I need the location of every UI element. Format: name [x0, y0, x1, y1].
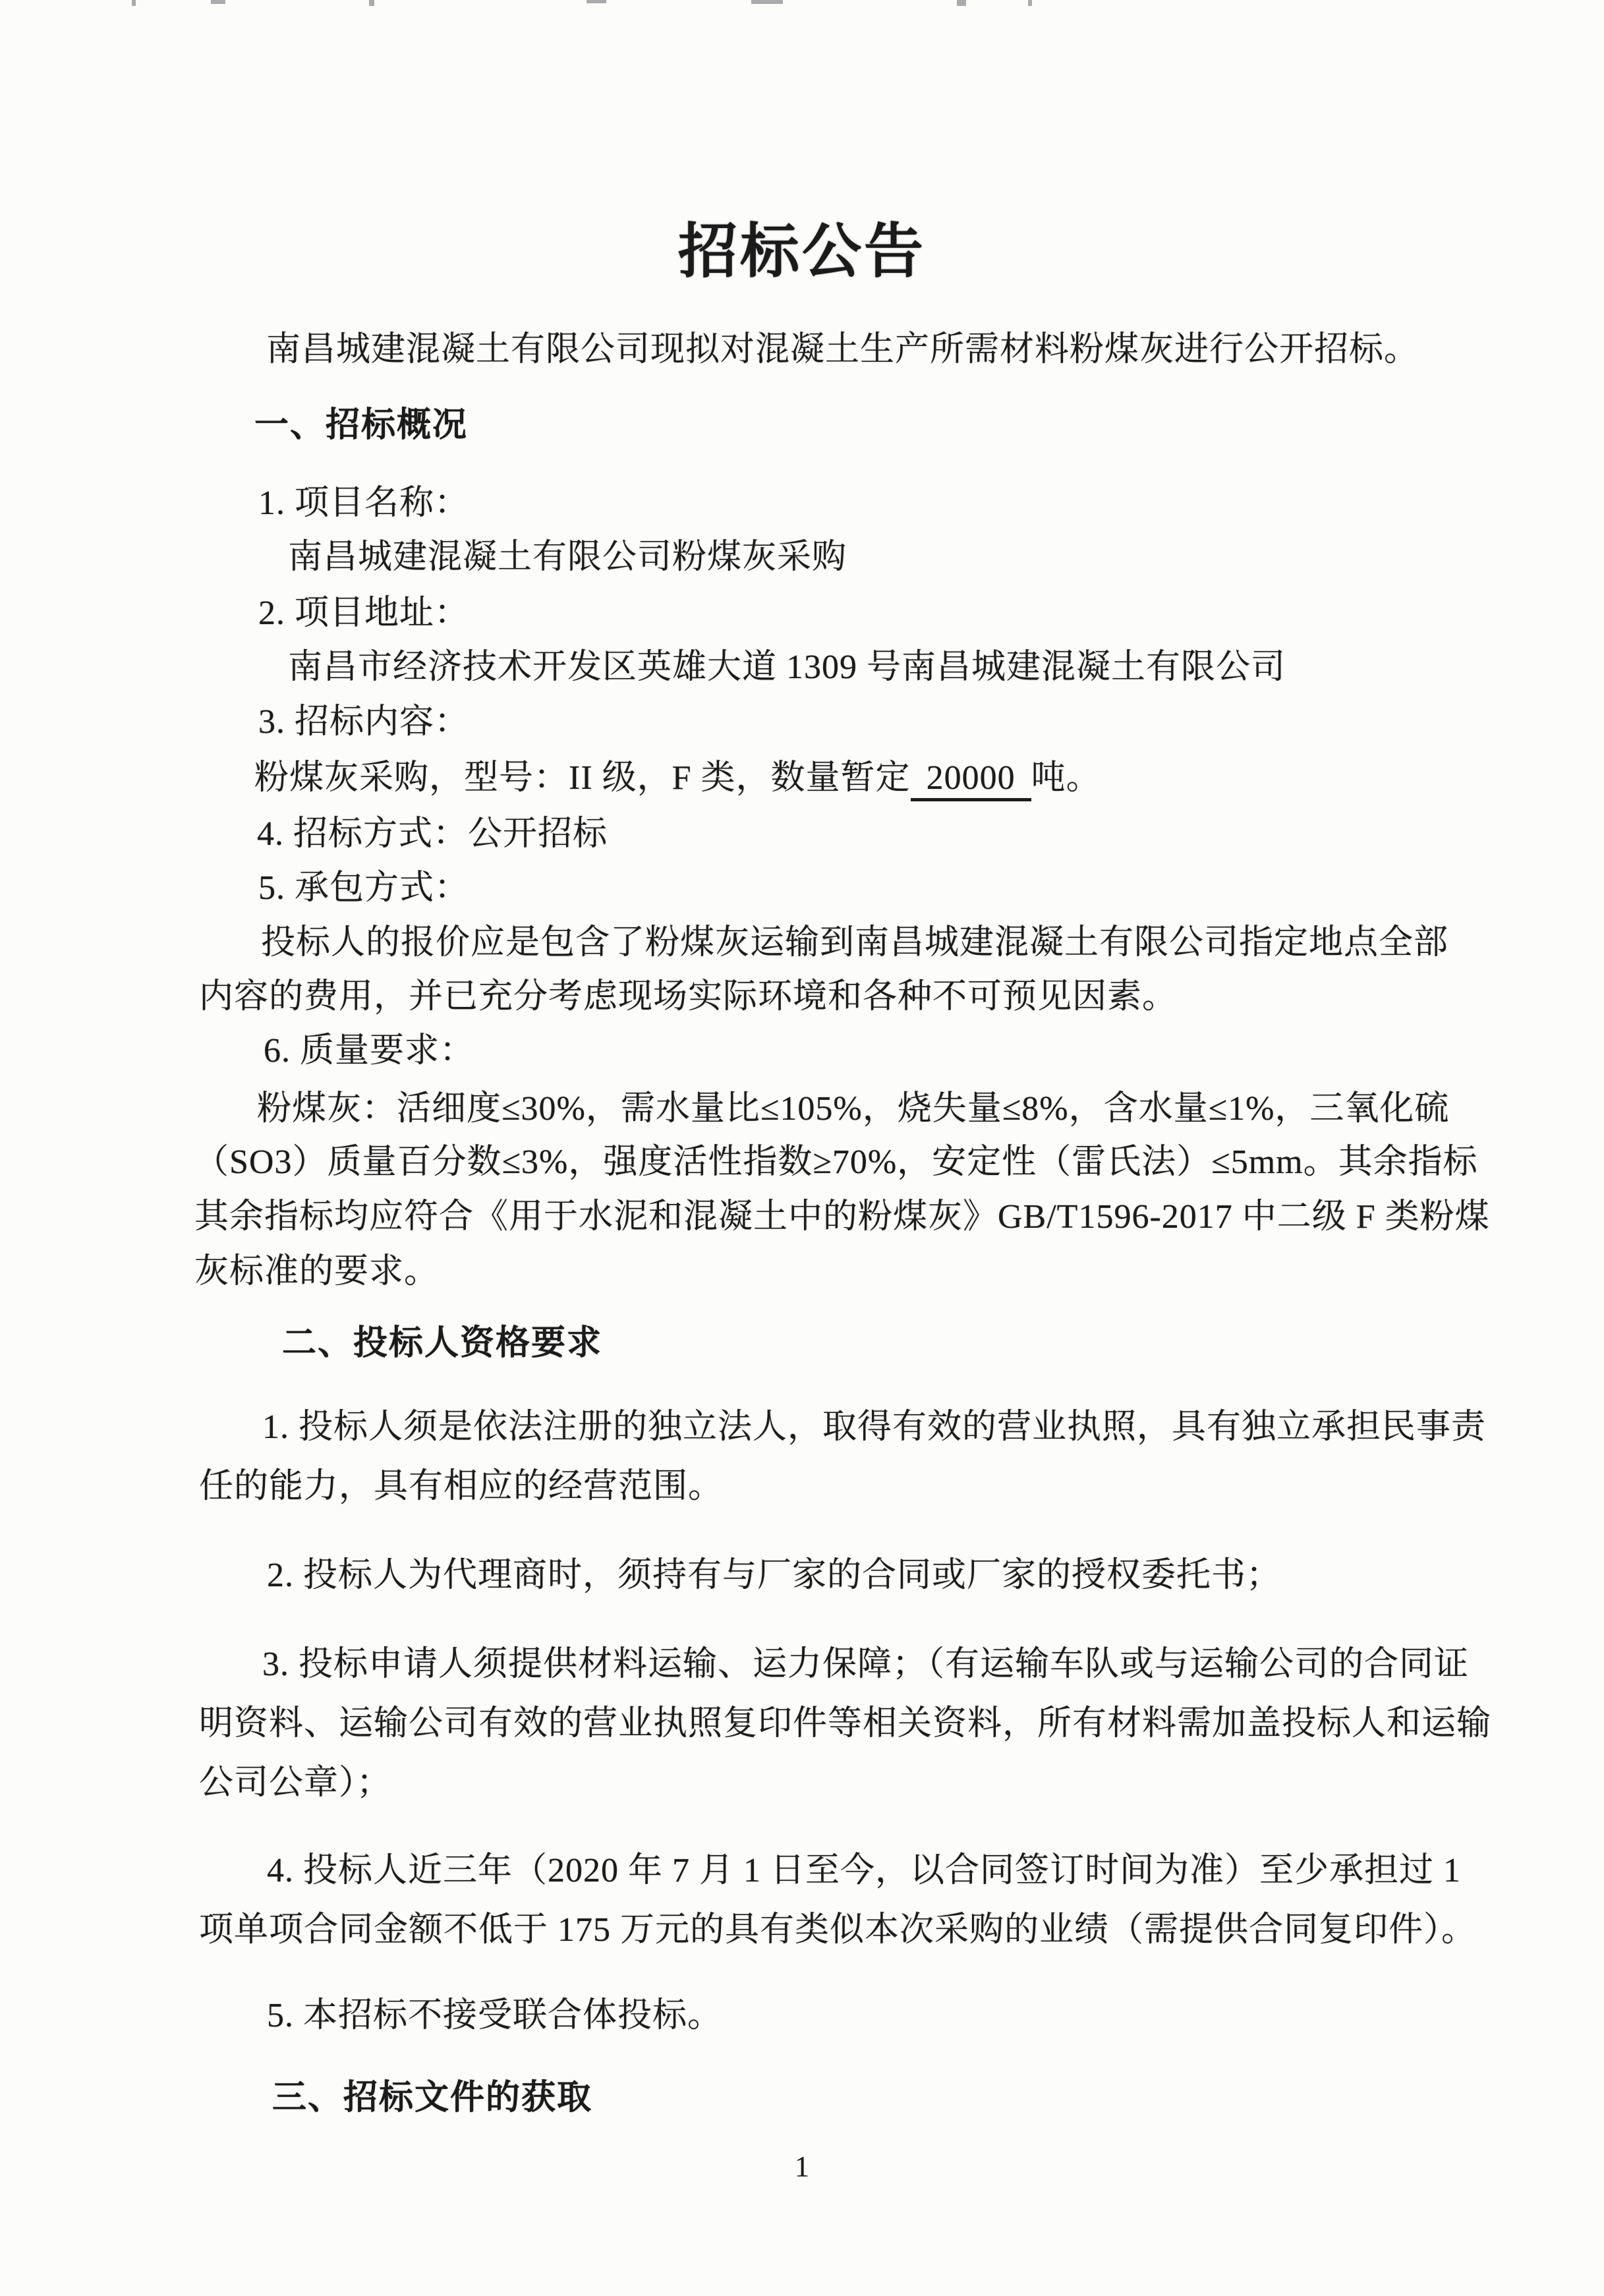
qualification-item-4-line-1: 4. 投标人近三年（2020 年 7 月 1 日至今，以合同签订时间为准）至少承担过 1 — [267, 1852, 1462, 1889]
scan-artifact — [587, 0, 606, 3]
section-1-heading: 一、招标概况 — [254, 407, 469, 444]
qualification-item-2: 2. 投标人为代理商时，须持有与厂家的合同或厂家的授权委托书； — [267, 1557, 1282, 1594]
tender-content-label: 3. 招标内容： — [258, 703, 470, 741]
scan-artifact — [1028, 0, 1032, 6]
tender-content-post: 吨。 — [1031, 759, 1101, 797]
scan-artifact — [211, 0, 225, 4]
qualification-item-5: 5. 本招标不接受联合体投标。 — [267, 1997, 723, 2034]
qualification-item-4-line-2: 项单项合同金额不低于 175 万元的具有类似本次采购的业绩（需提供合同复印件）。 — [199, 1911, 1477, 1949]
tender-content-line — [254, 758, 1101, 801]
contract-method-line-2: 内容的费用，并已充分考虑现场实际环境和各种不可预见因素。 — [199, 978, 1178, 1016]
scan-artifact — [751, 0, 783, 4]
tender-quantity: 20000 — [911, 761, 1031, 801]
scan-artifact — [369, 0, 374, 6]
project-name-value: 南昌城建混凝土有限公司粉煤灰采购 — [288, 538, 847, 576]
contract-method-label: 5. 承包方式： — [258, 869, 470, 907]
quality-line-3: 其余指标均应符合《用于水泥和混凝土中的粉煤灰》GB/T1596-2017 中二级 F 类粉煤 — [194, 1198, 1490, 1236]
qualification-item-3-line-2: 明资料、运输公司有效的营业执照复印件等相关资料，所有材料需加盖投标人和运输 — [199, 1705, 1492, 1742]
project-address-value: 南昌市经济技术开发区英雄大道 1309 号南昌城建混凝土有限公司 — [288, 648, 1286, 686]
qualification-item-1-line-2: 任的能力，具有相应的经营范围。 — [199, 1468, 724, 1505]
contract-method-line-1: 投标人的报价应是包含了粉煤灰运输到南昌城建混凝土有限公司指定地点全部 — [261, 924, 1449, 961]
project-address-label: 2. 项目地址： — [258, 594, 470, 632]
qualification-item-3-line-1: 3. 投标申请人须提供材料运输、运力保障；（有运输车队或与运输公司的合同证 — [262, 1646, 1470, 1683]
document-title: 招标公告 — [678, 219, 926, 285]
section-2-heading: 二、投标人资格要求 — [282, 1325, 603, 1362]
tender-content-pre: 粉煤灰采购，型号：II 级，F 类，数量暂定 — [254, 759, 911, 797]
intro-paragraph: 南昌城建混凝土有限公司现拟对混凝土生产所需材料粉煤灰进行公开招标。 — [266, 331, 1419, 368]
quality-line-1: 粉煤灰：活细度≤30%，需水量比≤105%，烧失量≤8%，含水量≤1%，三氧化硫 — [257, 1090, 1450, 1128]
scan-artifact — [957, 0, 966, 6]
qualification-item-1-line-1: 1. 投标人须是依法注册的独立法人，取得有效的营业执照，具有独立承担民事责 — [262, 1408, 1487, 1446]
page-number: 1 — [795, 2150, 809, 2183]
quality-line-2: （SO3）质量百分数≤3%，强度活性指数≥70%，安定性（雷氏法）≤5mm。其余指标 — [194, 1143, 1478, 1181]
tender-method-line: 4. 招标方式：公开招标 — [257, 815, 608, 853]
quality-requirements-label: 6. 质量要求： — [264, 1032, 475, 1070]
project-name-label: 1. 项目名称： — [258, 484, 470, 522]
quality-line-4: 灰标准的要求。 — [194, 1253, 440, 1290]
section-3-heading: 三、招标文件的获取 — [272, 2079, 593, 2117]
scan-artifact — [132, 0, 136, 6]
qualification-item-3-line-3: 公司公章）； — [199, 1764, 392, 1802]
